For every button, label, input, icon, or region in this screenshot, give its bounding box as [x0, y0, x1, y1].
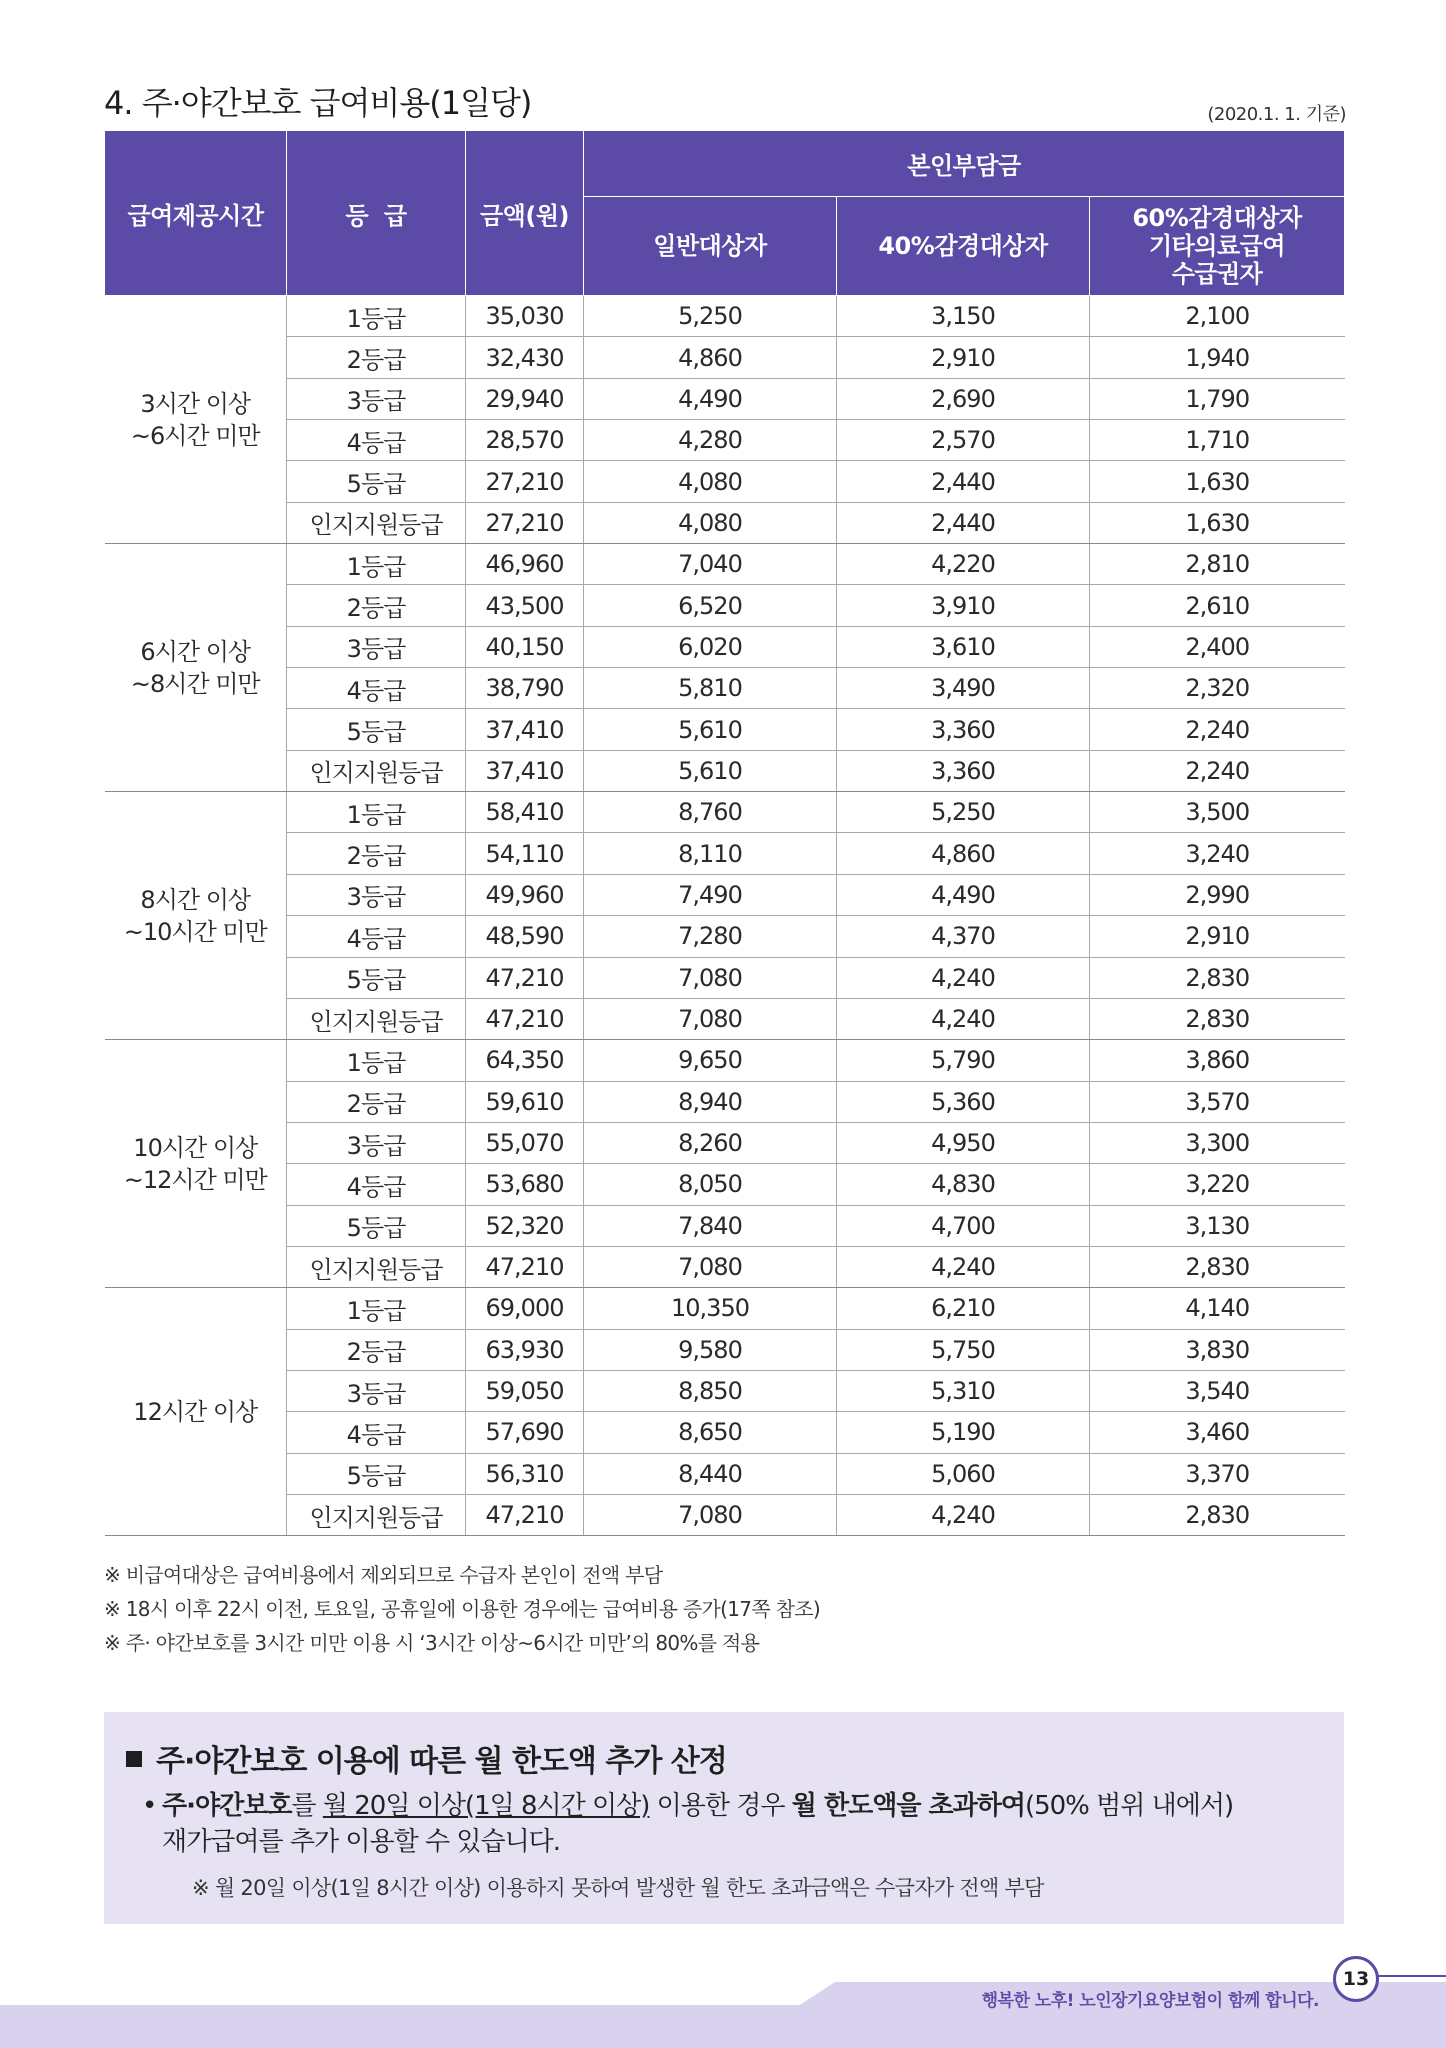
amount-cell: 63,930 — [466, 1329, 584, 1370]
general-copay-cell: 9,580 — [584, 1329, 837, 1370]
reduce40-copay-cell: 5,750 — [837, 1329, 1090, 1370]
table-row — [105, 502, 1345, 543]
amount-cell: 38,790 — [466, 668, 584, 709]
grade-cell: 인지지원등급 — [287, 502, 466, 543]
reduce40-copay-cell: 4,700 — [837, 1205, 1090, 1246]
general-copay-cell: 8,050 — [584, 1164, 837, 1205]
reduce60-copay-cell: 4,140 — [1090, 1288, 1345, 1329]
amount-cell: 27,210 — [466, 502, 584, 543]
general-copay-cell: 5,810 — [584, 668, 837, 709]
general-copay-cell: 5,610 — [584, 709, 837, 750]
reduce40-copay-cell: 4,240 — [837, 1494, 1090, 1535]
amount-cell: 47,210 — [466, 1494, 584, 1535]
reduce40-copay-cell: 4,490 — [837, 874, 1090, 915]
table-row — [105, 1370, 1345, 1411]
reduce60-copay-cell: 3,240 — [1090, 833, 1345, 874]
info-box-title: 주·야간보호 이용에 따른 월 한도액 추가 산정 — [156, 1744, 727, 1779]
table-row — [105, 709, 1345, 750]
table-row — [105, 626, 1345, 667]
grade-cell: 인지지원등급 — [287, 750, 466, 791]
grade-cell: 1등급 — [287, 1288, 466, 1329]
reduce60-copay-cell: 3,540 — [1090, 1370, 1345, 1411]
reduce60-copay-cell: 2,910 — [1090, 916, 1345, 957]
table-row — [105, 874, 1345, 915]
grade-cell: 인지지원등급 — [287, 1494, 466, 1535]
grade-cell: 3등급 — [287, 1370, 466, 1411]
table-row — [105, 296, 1345, 337]
amount-cell: 47,210 — [466, 998, 584, 1039]
general-copay-cell: 6,520 — [584, 585, 837, 626]
reduce60-copay-cell: 2,610 — [1090, 585, 1345, 626]
amount-cell: 57,690 — [466, 1412, 584, 1453]
general-copay-cell: 4,080 — [584, 502, 837, 543]
general-copay-cell: 8,650 — [584, 1412, 837, 1453]
grade-cell: 5등급 — [287, 461, 466, 502]
service-time-cell: 10시간 이상 ~12시간 미만 — [105, 1040, 287, 1288]
table-row — [105, 916, 1345, 957]
table-row — [105, 378, 1345, 419]
note-item: ※ 18시 이후 22시 이전, 토요일, 공휴일에 이용한 경우에는 급여비용 증가(17쪽 참조) — [104, 1597, 820, 1621]
reduce60-copay-cell: 2,240 — [1090, 709, 1345, 750]
note-item: ※ 비급여대상은 급여비용에서 제외되므로 수급자 본인이 전액 부담 — [104, 1563, 663, 1587]
grade-cell: 4등급 — [287, 668, 466, 709]
amount-cell: 27,210 — [466, 461, 584, 502]
table-row — [105, 461, 1345, 502]
amount-cell: 28,570 — [466, 420, 584, 461]
header-amount: 금액(원) — [466, 131, 584, 296]
general-copay-cell: 7,490 — [584, 874, 837, 915]
grade-cell: 4등급 — [287, 1412, 466, 1453]
amount-cell: 46,960 — [466, 544, 584, 585]
reduce60-copay-cell: 1,630 — [1090, 461, 1345, 502]
body-text: 재가급여를 추가 이용할 수 있습니다. — [162, 1827, 561, 1857]
grade-cell: 2등급 — [287, 337, 466, 378]
grade-cell: 2등급 — [287, 833, 466, 874]
general-copay-cell: 5,250 — [584, 296, 837, 337]
fee-table — [104, 130, 1345, 1536]
grade-cell: 1등급 — [287, 296, 466, 337]
reduce60-copay-cell: 3,830 — [1090, 1329, 1345, 1370]
reduce60-copay-cell: 2,810 — [1090, 544, 1345, 585]
general-copay-cell: 7,080 — [584, 1246, 837, 1287]
reduce60-copay-cell: 2,320 — [1090, 668, 1345, 709]
reduce40-copay-cell: 3,610 — [837, 626, 1090, 667]
reduce40-copay-cell: 2,690 — [837, 378, 1090, 419]
table-row — [105, 833, 1345, 874]
page-number-line — [1375, 1975, 1446, 1977]
reduce40-copay-cell: 5,060 — [837, 1453, 1090, 1494]
reduce60-copay-cell: 3,860 — [1090, 1040, 1345, 1081]
section-title: 4. 주·야간보호 급여비용(1일당) — [104, 84, 532, 122]
table-row — [105, 585, 1345, 626]
service-time-cell: 8시간 이상 ~10시간 미만 — [105, 792, 287, 1040]
reduce60-copay-cell: 2,830 — [1090, 998, 1345, 1039]
reduce60-copay-cell: 2,400 — [1090, 626, 1345, 667]
reduce40-copay-cell: 4,240 — [837, 1246, 1090, 1287]
footer-slogan: 행복한 노후! 노인장기요양보험이 함께 합니다. — [981, 1991, 1319, 2011]
reduce40-copay-cell: 4,240 — [837, 957, 1090, 998]
table-row — [105, 1246, 1345, 1287]
body-text: 를 — [291, 1791, 323, 1821]
grade-cell: 2등급 — [287, 1081, 466, 1122]
general-copay-cell: 7,840 — [584, 1205, 837, 1246]
amount-cell: 49,960 — [466, 874, 584, 915]
table-row — [105, 957, 1345, 998]
header-grade: 등 급 — [287, 131, 466, 296]
general-copay-cell: 7,080 — [584, 1494, 837, 1535]
reduce40-copay-cell: 3,150 — [837, 296, 1090, 337]
amount-cell: 59,610 — [466, 1081, 584, 1122]
reduce40-copay-cell: 5,310 — [837, 1370, 1090, 1411]
header-reduce-60: 60%감경대상자 기타의료급여 수급권자 — [1090, 197, 1345, 296]
table-row — [105, 420, 1345, 461]
service-time-cell: 12시간 이상 — [105, 1288, 287, 1536]
reduce60-copay-cell: 2,830 — [1090, 1246, 1345, 1287]
body-term: 주·야간보호 — [162, 1791, 292, 1821]
amount-cell: 48,590 — [466, 916, 584, 957]
amount-cell: 35,030 — [466, 296, 584, 337]
header-service-time: 급여제공시간 — [105, 131, 287, 296]
table-row — [105, 1040, 1345, 1081]
reduce60-copay-cell: 3,570 — [1090, 1081, 1345, 1122]
reduce40-copay-cell: 5,190 — [837, 1412, 1090, 1453]
general-copay-cell: 8,760 — [584, 792, 837, 833]
reduce60-copay-cell: 2,100 — [1090, 296, 1345, 337]
grade-cell: 5등급 — [287, 957, 466, 998]
reduce40-copay-cell: 3,360 — [837, 750, 1090, 791]
amount-cell: 29,940 — [466, 378, 584, 419]
reduce60-copay-cell: 3,300 — [1090, 1122, 1345, 1163]
note-item: ※ 주· 야간보호를 3시간 미만 이용 시 ‘3시간 이상~6시간 미만’의 80%를 적용 — [104, 1631, 760, 1655]
reduce60-copay-cell: 1,710 — [1090, 420, 1345, 461]
table-row — [105, 668, 1345, 709]
amount-cell: 64,350 — [466, 1040, 584, 1081]
reduce40-copay-cell: 4,240 — [837, 998, 1090, 1039]
amount-cell: 43,500 — [466, 585, 584, 626]
reduce40-copay-cell: 4,860 — [837, 833, 1090, 874]
reduce40-copay-cell: 2,910 — [837, 337, 1090, 378]
reduce60-copay-cell: 1,940 — [1090, 337, 1345, 378]
reduce60-copay-cell: 2,990 — [1090, 874, 1345, 915]
amount-cell: 56,310 — [466, 1453, 584, 1494]
amount-cell: 37,410 — [466, 709, 584, 750]
grade-cell: 1등급 — [287, 544, 466, 585]
reduce40-copay-cell: 5,360 — [837, 1081, 1090, 1122]
basis-date: (2020.1. 1. 기준) — [1207, 104, 1346, 125]
table-row — [105, 1164, 1345, 1205]
table-row — [105, 1329, 1345, 1370]
reduce40-copay-cell: 4,950 — [837, 1122, 1090, 1163]
info-box-sub-note: ※ 월 20일 이상(1일 8시간 이상) 이용하지 못하여 발생한 월 한도 초과금액은 수급자가 전액 부담 — [192, 1876, 1044, 1900]
grade-cell: 5등급 — [287, 709, 466, 750]
table-row — [105, 337, 1345, 378]
reduce40-copay-cell: 3,490 — [837, 668, 1090, 709]
general-copay-cell: 4,860 — [584, 337, 837, 378]
grade-cell: 3등급 — [287, 1122, 466, 1163]
page-number: 13 — [1333, 1956, 1379, 2002]
grade-cell: 4등급 — [287, 420, 466, 461]
general-copay-cell: 7,080 — [584, 957, 837, 998]
reduce60-copay-cell: 1,630 — [1090, 502, 1345, 543]
amount-cell: 53,680 — [466, 1164, 584, 1205]
reduce40-copay-cell: 2,440 — [837, 502, 1090, 543]
reduce40-copay-cell: 4,220 — [837, 544, 1090, 585]
general-copay-cell: 8,110 — [584, 833, 837, 874]
info-box-title-row — [126, 1736, 727, 1780]
general-copay-cell: 4,080 — [584, 461, 837, 502]
table-row — [105, 750, 1345, 791]
table-row — [105, 1412, 1345, 1453]
grade-cell: 인지지원등급 — [287, 998, 466, 1039]
table-row — [105, 1288, 1345, 1329]
amount-cell: 58,410 — [466, 792, 584, 833]
reduce60-copay-cell: 3,130 — [1090, 1205, 1345, 1246]
info-box-body — [142, 1788, 1302, 1860]
general-copay-cell: 7,280 — [584, 916, 837, 957]
reduce60-copay-cell: 3,370 — [1090, 1453, 1345, 1494]
bullet-icon: • — [142, 1791, 157, 1821]
general-copay-cell: 8,850 — [584, 1370, 837, 1411]
reduce60-copay-cell: 2,830 — [1090, 957, 1345, 998]
body-text: 이용한 경우 — [649, 1791, 792, 1821]
info-box — [104, 1712, 1344, 1924]
amount-cell: 52,320 — [466, 1205, 584, 1246]
reduce60-copay-cell: 2,830 — [1090, 1494, 1345, 1535]
general-copay-cell: 10,350 — [584, 1288, 837, 1329]
table-row — [105, 1205, 1345, 1246]
reduce40-copay-cell: 2,440 — [837, 461, 1090, 502]
footer-band — [0, 2005, 1446, 2048]
grade-cell: 3등급 — [287, 626, 466, 667]
table-row — [105, 1494, 1345, 1535]
grade-cell: 5등급 — [287, 1453, 466, 1494]
amount-cell: 37,410 — [466, 750, 584, 791]
amount-cell: 54,110 — [466, 833, 584, 874]
general-copay-cell: 4,280 — [584, 420, 837, 461]
amount-cell: 47,210 — [466, 957, 584, 998]
amount-cell: 40,150 — [466, 626, 584, 667]
table-row — [105, 1081, 1345, 1122]
general-copay-cell: 6,020 — [584, 626, 837, 667]
header-reduce-40: 40%감경대상자 — [837, 197, 1090, 296]
reduce40-copay-cell: 2,570 — [837, 420, 1090, 461]
reduce60-copay-cell: 1,790 — [1090, 378, 1345, 419]
reduce60-copay-cell: 3,460 — [1090, 1412, 1345, 1453]
general-copay-cell: 9,650 — [584, 1040, 837, 1081]
body-emphasis: 월 한도액을 초과하여 — [791, 1791, 1025, 1821]
grade-cell: 2등급 — [287, 585, 466, 626]
table-row — [105, 998, 1345, 1039]
grade-cell: 5등급 — [287, 1205, 466, 1246]
reduce40-copay-cell: 6,210 — [837, 1288, 1090, 1329]
body-condition: 월 20일 이상(1일 8시간 이상) — [322, 1791, 650, 1821]
square-bullet-icon — [126, 1751, 142, 1767]
header-general: 일반대상자 — [584, 197, 837, 296]
body-text: (50% 범위 내에서) — [1024, 1791, 1234, 1821]
reduce40-copay-cell: 5,250 — [837, 792, 1090, 833]
reduce60-copay-cell: 3,500 — [1090, 792, 1345, 833]
amount-cell: 32,430 — [466, 337, 584, 378]
grade-cell: 1등급 — [287, 1040, 466, 1081]
fee-table-body — [105, 296, 1345, 1536]
reduce40-copay-cell: 3,360 — [837, 709, 1090, 750]
grade-cell: 3등급 — [287, 874, 466, 915]
table-row — [105, 1122, 1345, 1163]
amount-cell: 69,000 — [466, 1288, 584, 1329]
notes — [104, 1558, 820, 1660]
reduce40-copay-cell: 3,910 — [837, 585, 1090, 626]
grade-cell: 2등급 — [287, 1329, 466, 1370]
reduce40-copay-cell: 5,790 — [837, 1040, 1090, 1081]
general-copay-cell: 8,440 — [584, 1453, 837, 1494]
grade-cell: 4등급 — [287, 1164, 466, 1205]
general-copay-cell: 8,260 — [584, 1122, 837, 1163]
table-row — [105, 792, 1345, 833]
reduce60-copay-cell: 2,240 — [1090, 750, 1345, 791]
reduce40-copay-cell: 4,370 — [837, 916, 1090, 957]
service-time-cell: 6시간 이상 ~8시간 미만 — [105, 544, 287, 792]
table-row — [105, 1453, 1345, 1494]
general-copay-cell: 5,610 — [584, 750, 837, 791]
grade-cell: 4등급 — [287, 916, 466, 957]
table-row — [105, 544, 1345, 585]
amount-cell: 55,070 — [466, 1122, 584, 1163]
service-time-cell: 3시간 이상 ~6시간 미만 — [105, 296, 287, 544]
amount-cell: 47,210 — [466, 1246, 584, 1287]
grade-cell: 3등급 — [287, 378, 466, 419]
reduce40-copay-cell: 4,830 — [837, 1164, 1090, 1205]
grade-cell: 1등급 — [287, 792, 466, 833]
general-copay-cell: 8,940 — [584, 1081, 837, 1122]
reduce60-copay-cell: 3,220 — [1090, 1164, 1345, 1205]
grade-cell: 인지지원등급 — [287, 1246, 466, 1287]
general-copay-cell: 4,490 — [584, 378, 837, 419]
header-copay: 본인부담금 — [584, 131, 1345, 197]
amount-cell: 59,050 — [466, 1370, 584, 1411]
general-copay-cell: 7,040 — [584, 544, 837, 585]
general-copay-cell: 7,080 — [584, 998, 837, 1039]
